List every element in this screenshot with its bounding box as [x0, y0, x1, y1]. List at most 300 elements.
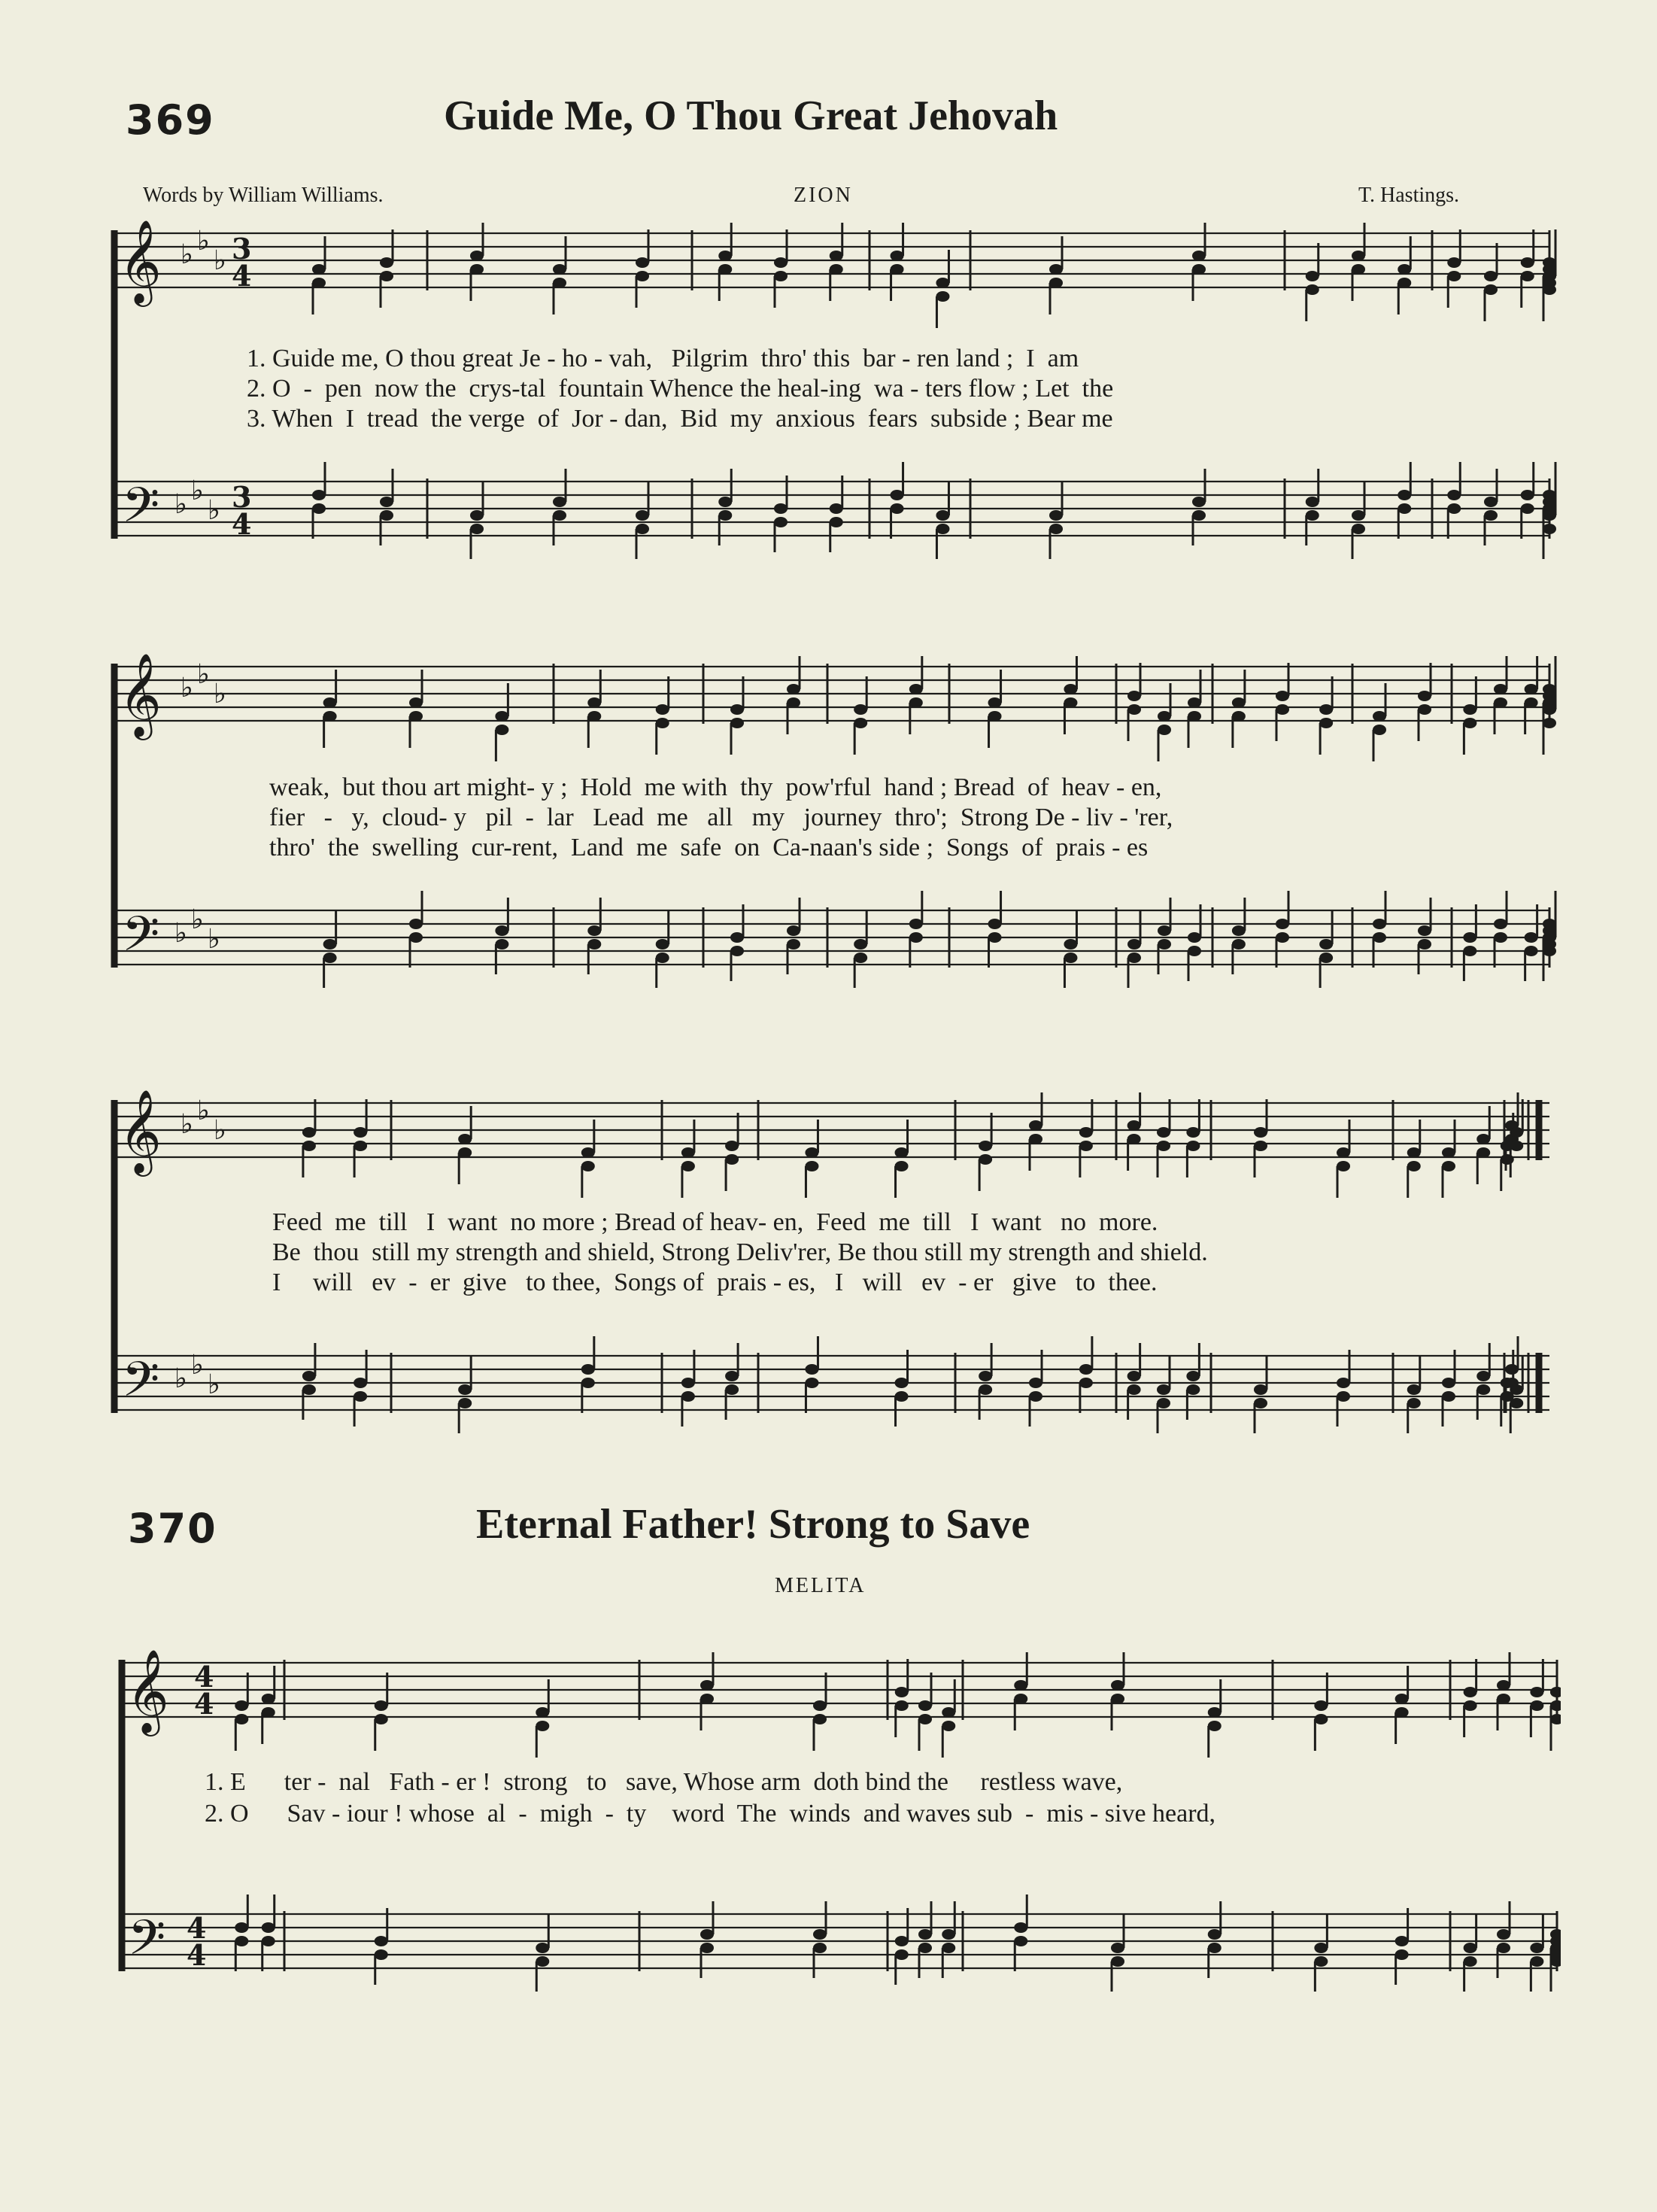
notehead — [1352, 510, 1365, 521]
notehead — [1476, 1134, 1490, 1144]
notehead — [1476, 1384, 1490, 1395]
notehead — [1079, 1364, 1093, 1375]
svg-text:4: 4 — [232, 507, 252, 541]
notehead — [1464, 1687, 1477, 1697]
notehead — [1373, 919, 1386, 929]
music-system-370-1 — [105, 1640, 1561, 2031]
notehead — [895, 1936, 909, 1946]
notehead — [909, 684, 923, 694]
notehead — [1192, 264, 1206, 275]
notehead — [587, 939, 601, 950]
notehead — [302, 1127, 316, 1138]
notehead — [1208, 1721, 1222, 1731]
notehead — [942, 1929, 955, 1940]
notehead — [1014, 1936, 1027, 1946]
notehead — [1373, 711, 1386, 722]
notehead — [458, 1398, 472, 1408]
notehead — [656, 939, 669, 950]
notehead — [1525, 684, 1538, 694]
notehead — [1464, 1700, 1477, 1711]
svg-text:♭: ♭ — [214, 1115, 226, 1146]
notehead — [656, 704, 669, 715]
notehead — [830, 517, 843, 527]
notehead — [1373, 932, 1386, 943]
notehead — [302, 1384, 316, 1395]
notehead — [1442, 1391, 1455, 1402]
notehead — [1158, 725, 1171, 735]
notehead — [1501, 1154, 1514, 1165]
svg-text:♭: ♭ — [197, 226, 210, 257]
svg-text:4: 4 — [187, 1911, 207, 1945]
notehead — [1510, 1398, 1523, 1408]
notehead — [1276, 932, 1289, 943]
bass-clef-icon: 𝄢 — [122, 478, 160, 545]
notehead — [918, 1943, 932, 1953]
notehead — [936, 510, 949, 521]
notehead — [380, 497, 393, 507]
notehead — [235, 1700, 248, 1711]
notehead — [725, 1384, 739, 1395]
bass-clef-icon: 𝄢 — [122, 907, 160, 974]
notehead — [1442, 1161, 1455, 1171]
lyric-369-3-v2: Be thou still my strength and shield, Strong Deliv'rer, Be thou still my strength and shield. — [272, 1238, 1208, 1266]
notehead — [1111, 1680, 1124, 1691]
notehead — [891, 503, 904, 514]
notehead — [988, 697, 1002, 708]
svg-text:♭: ♭ — [197, 1095, 210, 1126]
notehead — [1337, 1391, 1350, 1402]
notehead — [1530, 1687, 1543, 1697]
notehead — [656, 718, 669, 728]
notehead — [1521, 271, 1534, 281]
svg-text:♭: ♭ — [175, 1363, 187, 1394]
notehead — [375, 1700, 388, 1711]
notehead — [1505, 1364, 1519, 1375]
svg-text:♭: ♭ — [181, 1109, 193, 1140]
notehead — [1014, 1922, 1027, 1933]
notehead — [581, 1161, 595, 1171]
svg-text:♭: ♭ — [208, 1369, 220, 1400]
notehead — [1418, 939, 1431, 950]
notehead — [323, 939, 337, 950]
notehead — [262, 1922, 275, 1933]
notehead — [936, 278, 949, 288]
notehead — [1111, 1956, 1124, 1967]
lyric-369-3-v1: Feed me till I want no more ; Bread of heav- en, Feed me till I want no more. — [272, 1208, 1158, 1236]
notehead — [1464, 1943, 1477, 1953]
notehead — [553, 264, 566, 275]
svg-text:♭: ♭ — [191, 476, 204, 506]
notehead — [1157, 1384, 1170, 1395]
notehead — [1127, 704, 1141, 715]
notehead — [936, 291, 949, 302]
notehead — [1254, 1398, 1267, 1408]
notehead — [895, 1378, 909, 1388]
notehead — [681, 1161, 695, 1171]
svg-text:♭: ♭ — [181, 673, 193, 703]
notehead — [1550, 1687, 1561, 1697]
svg-text:♭: ♭ — [197, 659, 210, 690]
notehead — [700, 1694, 714, 1704]
notehead — [1188, 697, 1201, 708]
notehead — [1306, 271, 1319, 281]
notehead — [1064, 939, 1077, 950]
tune-name-369: ZION — [794, 184, 853, 207]
notehead — [1049, 510, 1063, 521]
svg-text:3: 3 — [232, 480, 252, 514]
lyric-369-2-v2: fier - y, cloud- y pil - lar Lead me all my journey thro'; Strong De - liv - 'rer, — [269, 804, 1173, 831]
notehead — [700, 1943, 714, 1953]
notehead — [813, 1714, 827, 1724]
words-credit: Words by William Williams. — [143, 184, 384, 207]
notehead — [918, 1714, 932, 1724]
notehead — [375, 1936, 388, 1946]
notehead — [1306, 510, 1319, 521]
notehead — [656, 953, 669, 963]
notehead — [1319, 939, 1333, 950]
notehead — [235, 1922, 248, 1933]
notehead — [1395, 1707, 1409, 1718]
notehead — [581, 1364, 595, 1375]
notehead — [354, 1391, 367, 1402]
notehead — [1398, 490, 1411, 500]
notehead — [1525, 946, 1538, 956]
notehead — [470, 264, 484, 275]
notehead — [1494, 684, 1507, 694]
notehead — [1127, 1384, 1141, 1395]
bass-clef-icon: 𝄢 — [128, 1910, 166, 1978]
notehead — [1254, 1384, 1267, 1395]
notehead — [354, 1378, 367, 1388]
notehead — [587, 697, 601, 708]
notehead — [1418, 704, 1431, 715]
notehead — [730, 718, 744, 728]
notehead — [1476, 1371, 1490, 1381]
notehead — [380, 257, 393, 268]
notehead — [1510, 1141, 1523, 1151]
notehead — [1510, 1384, 1523, 1395]
notehead — [1497, 1929, 1510, 1940]
notehead — [942, 1721, 955, 1731]
notehead — [409, 711, 423, 722]
notehead — [636, 510, 649, 521]
notehead — [725, 1141, 739, 1151]
notehead — [730, 704, 744, 715]
notehead — [1158, 925, 1171, 936]
notehead — [979, 1141, 992, 1151]
notehead — [942, 1943, 955, 1953]
notehead — [1186, 1371, 1200, 1381]
notehead — [1521, 490, 1534, 500]
notehead — [262, 1707, 275, 1718]
notehead — [302, 1371, 316, 1381]
notehead — [581, 1378, 595, 1388]
notehead — [235, 1714, 248, 1724]
notehead — [1049, 264, 1063, 275]
notehead — [909, 697, 923, 708]
notehead — [495, 725, 508, 735]
notehead — [1484, 271, 1498, 281]
treble-clef-icon: 𝄞 — [119, 652, 162, 737]
svg-text:♭: ♭ — [181, 239, 193, 270]
notehead — [323, 711, 337, 722]
notehead — [979, 1384, 992, 1395]
svg-text:♭: ♭ — [191, 1350, 204, 1381]
notehead — [718, 497, 732, 507]
notehead — [830, 264, 843, 275]
notehead — [262, 1936, 275, 1946]
notehead — [1079, 1378, 1093, 1388]
notehead — [312, 264, 326, 275]
svg-text:♭: ♭ — [191, 904, 204, 935]
notehead — [1525, 932, 1538, 943]
tune-name-370: MELITA — [775, 1574, 866, 1597]
notehead — [354, 1141, 367, 1151]
notehead — [942, 1707, 955, 1718]
notehead — [1525, 697, 1538, 708]
svg-text:4: 4 — [194, 1660, 214, 1694]
notehead — [1232, 939, 1246, 950]
lyric-369-2-v1: weak, but thou art might- y ; Hold me with thy pow'rful hand ; Bread of heav - en, — [269, 773, 1162, 801]
notehead — [1049, 278, 1063, 288]
notehead — [1208, 1943, 1222, 1953]
treble-clef-icon: 𝄞 — [119, 1089, 162, 1173]
notehead — [1314, 1956, 1328, 1967]
notehead — [1188, 932, 1201, 943]
notehead — [536, 1943, 549, 1953]
notehead — [1463, 704, 1476, 715]
notehead — [1127, 1134, 1141, 1144]
notehead — [1337, 1378, 1350, 1388]
notehead — [380, 271, 393, 281]
notehead — [805, 1147, 818, 1158]
notehead — [918, 1929, 932, 1940]
notehead — [891, 490, 904, 500]
notehead — [1188, 946, 1201, 956]
notehead — [458, 1384, 472, 1395]
notehead — [1521, 257, 1534, 268]
notehead — [470, 524, 484, 534]
hymn-title-369: Guide Me, O Thou Great Jehovah — [444, 93, 1058, 139]
notehead — [1157, 1141, 1170, 1151]
notehead — [1407, 1384, 1421, 1395]
notehead — [1254, 1127, 1267, 1138]
notehead — [1064, 953, 1077, 963]
notehead — [1157, 1398, 1170, 1408]
notehead — [813, 1943, 827, 1953]
notehead — [1029, 1120, 1042, 1131]
notehead — [1494, 919, 1507, 929]
notehead — [700, 1680, 714, 1691]
notehead — [312, 503, 326, 514]
notehead — [1407, 1398, 1421, 1408]
hymn-number-369: 369 — [126, 96, 215, 144]
notehead — [891, 264, 904, 275]
notehead — [909, 932, 923, 943]
svg-text:♭: ♭ — [175, 489, 187, 520]
notehead — [1029, 1391, 1042, 1402]
notehead — [1442, 1147, 1455, 1158]
notehead — [1192, 497, 1206, 507]
notehead — [1530, 1943, 1543, 1953]
notehead — [774, 503, 788, 514]
notehead — [1127, 691, 1141, 701]
notehead — [1314, 1714, 1328, 1724]
notehead — [1186, 1141, 1200, 1151]
notehead — [536, 1707, 549, 1718]
notehead — [909, 919, 923, 929]
notehead — [787, 939, 800, 950]
notehead — [1111, 1694, 1124, 1704]
notehead — [988, 919, 1002, 929]
notehead — [1447, 257, 1461, 268]
notehead — [1398, 264, 1411, 275]
notehead — [1079, 1127, 1093, 1138]
notehead — [581, 1147, 595, 1158]
notehead — [681, 1378, 695, 1388]
notehead — [1029, 1378, 1042, 1388]
notehead — [805, 1161, 818, 1171]
notehead — [375, 1949, 388, 1960]
notehead — [854, 953, 867, 963]
svg-text:3: 3 — [232, 232, 252, 266]
treble-clef-icon: 𝄞 — [126, 1648, 169, 1733]
notehead — [1314, 1700, 1328, 1711]
notehead — [830, 251, 843, 261]
notehead — [700, 1929, 714, 1940]
notehead — [1064, 697, 1077, 708]
notehead — [1254, 1141, 1267, 1151]
notehead — [895, 1147, 909, 1158]
notehead — [1521, 503, 1534, 514]
hymn-title-370: Eternal Father! Strong to Save — [476, 1501, 1030, 1548]
notehead — [681, 1391, 695, 1402]
notehead — [1447, 490, 1461, 500]
notehead — [854, 718, 867, 728]
notehead — [1497, 1680, 1510, 1691]
notehead — [1395, 1936, 1409, 1946]
composer-credit: T. Hastings. — [1358, 184, 1460, 207]
notehead — [1463, 946, 1476, 956]
notehead — [553, 510, 566, 521]
notehead — [718, 264, 732, 275]
bass-clef-icon: 𝄢 — [122, 1352, 160, 1420]
notehead — [854, 704, 867, 715]
notehead — [1306, 497, 1319, 507]
notehead — [1208, 1707, 1222, 1718]
notehead — [1306, 284, 1319, 295]
notehead — [988, 932, 1002, 943]
notehead — [979, 1154, 992, 1165]
notehead — [587, 925, 601, 936]
notehead — [1158, 711, 1171, 722]
notehead — [1398, 278, 1411, 288]
notehead — [1398, 503, 1411, 514]
lyric-370-1-v2: 2. O Sav - iour ! whose al - migh - ty word The winds and waves sub - mis - sive heard, — [205, 1800, 1216, 1828]
notehead — [1463, 932, 1476, 943]
notehead — [1337, 1147, 1350, 1158]
notehead — [730, 946, 744, 956]
notehead — [1497, 1943, 1510, 1953]
lyric-369-3-v3: I will ev - er give to thee, Songs of prais - es, I will ev - er give to thee. — [272, 1269, 1158, 1296]
notehead — [1319, 953, 1333, 963]
notehead — [354, 1127, 367, 1138]
notehead — [1494, 932, 1507, 943]
svg-text:4: 4 — [232, 259, 252, 293]
lyric-370-1-v1: 1. E ter - nal Fath - er ! strong to save, Whose arm doth bind the restless wave, — [205, 1768, 1123, 1796]
notehead — [1373, 725, 1386, 735]
notehead — [495, 939, 508, 950]
notehead — [553, 278, 566, 288]
notehead — [1127, 1120, 1141, 1131]
notehead — [1418, 925, 1431, 936]
notehead — [936, 524, 949, 534]
notehead — [409, 919, 423, 929]
notehead — [1014, 1680, 1027, 1691]
svg-text:♭: ♭ — [214, 679, 226, 709]
notehead — [1352, 251, 1365, 261]
notehead — [302, 1141, 316, 1151]
notehead — [323, 953, 337, 963]
lyric-369-1-v1: 1. Guide me, O thou great Je - ho - vah, Pilgrim thro' this bar - ren land ; I am — [247, 345, 1079, 372]
notehead — [854, 939, 867, 950]
notehead — [1447, 503, 1461, 514]
notehead — [458, 1134, 472, 1144]
notehead — [830, 503, 843, 514]
notehead — [636, 257, 649, 268]
notehead — [1395, 1694, 1409, 1704]
notehead — [1407, 1147, 1421, 1158]
notehead — [895, 1700, 909, 1711]
notehead — [774, 517, 788, 527]
notehead — [1463, 718, 1476, 728]
notehead — [470, 251, 484, 261]
notehead — [1192, 251, 1206, 261]
notehead — [891, 251, 904, 261]
notehead — [979, 1371, 992, 1381]
notehead — [1232, 711, 1246, 722]
notehead — [988, 711, 1002, 722]
notehead — [718, 510, 732, 521]
notehead — [1276, 919, 1289, 929]
notehead — [323, 697, 337, 708]
notehead — [1192, 510, 1206, 521]
notehead — [495, 711, 508, 722]
notehead — [1337, 1161, 1350, 1171]
svg-text:♭: ♭ — [208, 924, 220, 955]
notehead — [1319, 718, 1333, 728]
notehead — [470, 510, 484, 521]
svg-text:♭: ♭ — [175, 918, 187, 949]
notehead — [458, 1147, 472, 1158]
notehead — [1484, 510, 1498, 521]
notehead — [895, 1949, 909, 1960]
notehead — [805, 1378, 818, 1388]
notehead — [1352, 524, 1365, 534]
notehead — [1158, 939, 1171, 950]
notehead — [1442, 1378, 1455, 1388]
notehead — [1186, 1384, 1200, 1395]
notehead — [587, 711, 601, 722]
notehead — [1407, 1161, 1421, 1171]
notehead — [1497, 1694, 1510, 1704]
notehead — [725, 1154, 739, 1165]
lyric-369-1-v2: 2. O - pen now the crys-tal fountain Whence the heal-ing wa - ters flow ; Let the — [247, 375, 1114, 403]
notehead — [774, 271, 788, 281]
notehead — [1530, 1700, 1543, 1711]
treble-clef-icon: 𝄞 — [119, 219, 162, 303]
notehead — [1049, 524, 1063, 534]
